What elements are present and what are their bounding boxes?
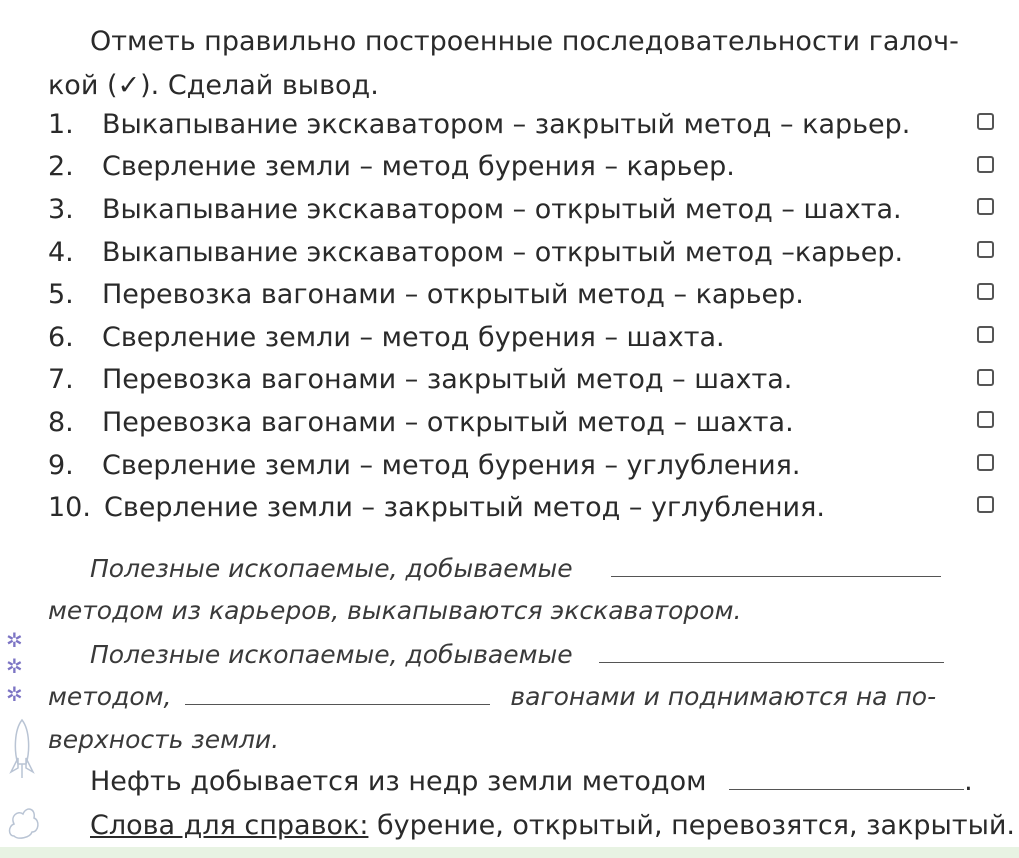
item-checkbox[interactable] [977,496,994,513]
item-checkbox[interactable] [977,454,994,471]
instruction-line-1: Отметь правильно построенные последовательности галоч- [90,26,959,57]
item-number: 1. [48,108,74,140]
item-number: 7. [48,364,74,396]
reference-words [48,810,1016,841]
item-text: Перевозка вагонами – открытый метод – карьер. [102,279,804,311]
item-checkbox[interactable] [977,283,994,300]
item-number: 8. [48,406,74,438]
answer-blank[interactable] [611,554,941,577]
conclusion-text: Полезные ископаемые, добываемые [90,640,573,669]
item-text: Сверление земли – метод бурения – углубления. [102,449,801,481]
conclusion-line [48,640,998,669]
answer-blank[interactable] [599,640,944,663]
list-item [48,231,998,274]
item-number: 3. [48,193,74,225]
sequence-list [48,103,998,529]
item-checkbox[interactable] [977,156,994,173]
list-item [48,359,998,402]
list-item [48,273,998,316]
item-checkbox[interactable] [977,326,994,343]
rocket-icon [6,718,38,782]
instruction-line-2: кой (✓). Сделай вывод. [48,70,379,101]
list-item [48,401,998,444]
cloud-icon [6,786,40,840]
item-text: Сверление земли – метод бурения – шахта. [102,321,725,353]
conclusion-line [48,766,998,797]
item-text: Сверление земли – метод бурения – карьер. [102,151,735,183]
item-checkbox[interactable] [977,241,994,258]
list-item [48,486,998,529]
reference-list: бурение, открытый, перевозятся, закрытый. [368,810,1016,841]
snowflake-icon: ✲ [6,654,23,678]
conclusion-text: Нефть добывается из недр земли методом [90,766,707,797]
list-item [48,316,998,359]
item-text: Сверление земли – закрытый метод – углубления. [104,492,825,524]
item-number: 4. [48,236,74,268]
item-number: 5. [48,279,74,311]
item-text: Перевозка вагонами – закрытый метод – шахта. [102,364,793,396]
answer-blank[interactable] [729,767,964,790]
item-text: Выкапывание экскаватором – открытый метод – шахта. [102,193,902,225]
item-text: Перевозка вагонами – открытый метод – шахта. [102,406,794,438]
conclusion-line [48,725,998,754]
item-checkbox[interactable] [977,198,994,215]
item-text: Выкапывание экскаватором – закрытый метод – карьер. [102,108,911,140]
conclusion-text: методом из карьеров, выкапываются экскаватором. [48,596,742,625]
bottom-bar [0,847,1019,858]
list-item [48,103,998,146]
item-number: 10. [48,492,91,524]
item-checkbox[interactable] [977,113,994,130]
item-number: 9. [48,449,74,481]
item-checkbox[interactable] [977,411,994,428]
reference-label: Слова для справок: [90,810,369,841]
answer-blank[interactable] [185,682,490,705]
conclusion-text: верхность земли. [48,725,280,754]
item-number: 6. [48,321,74,353]
conclusion-line [48,682,998,711]
item-text: Выкапывание экскаватором – открытый метод –карьер. [102,236,904,268]
item-number: 2. [48,151,74,183]
instruction-text [48,20,998,108]
list-item [48,444,998,487]
conclusion-text: методом, [48,682,172,711]
conclusion-text: вагонами и поднимаются на по- [510,682,937,711]
snowflake-icon: ✲ [6,682,23,706]
conclusion-line [48,596,998,625]
item-checkbox[interactable] [977,369,994,386]
conclusion-text: Полезные ископаемые, добываемые [90,554,573,583]
list-item [48,146,998,189]
list-item [48,188,998,231]
conclusion-line [48,554,998,583]
snowflake-icon: ✲ [6,628,23,652]
conclusion-text: . [964,766,973,797]
